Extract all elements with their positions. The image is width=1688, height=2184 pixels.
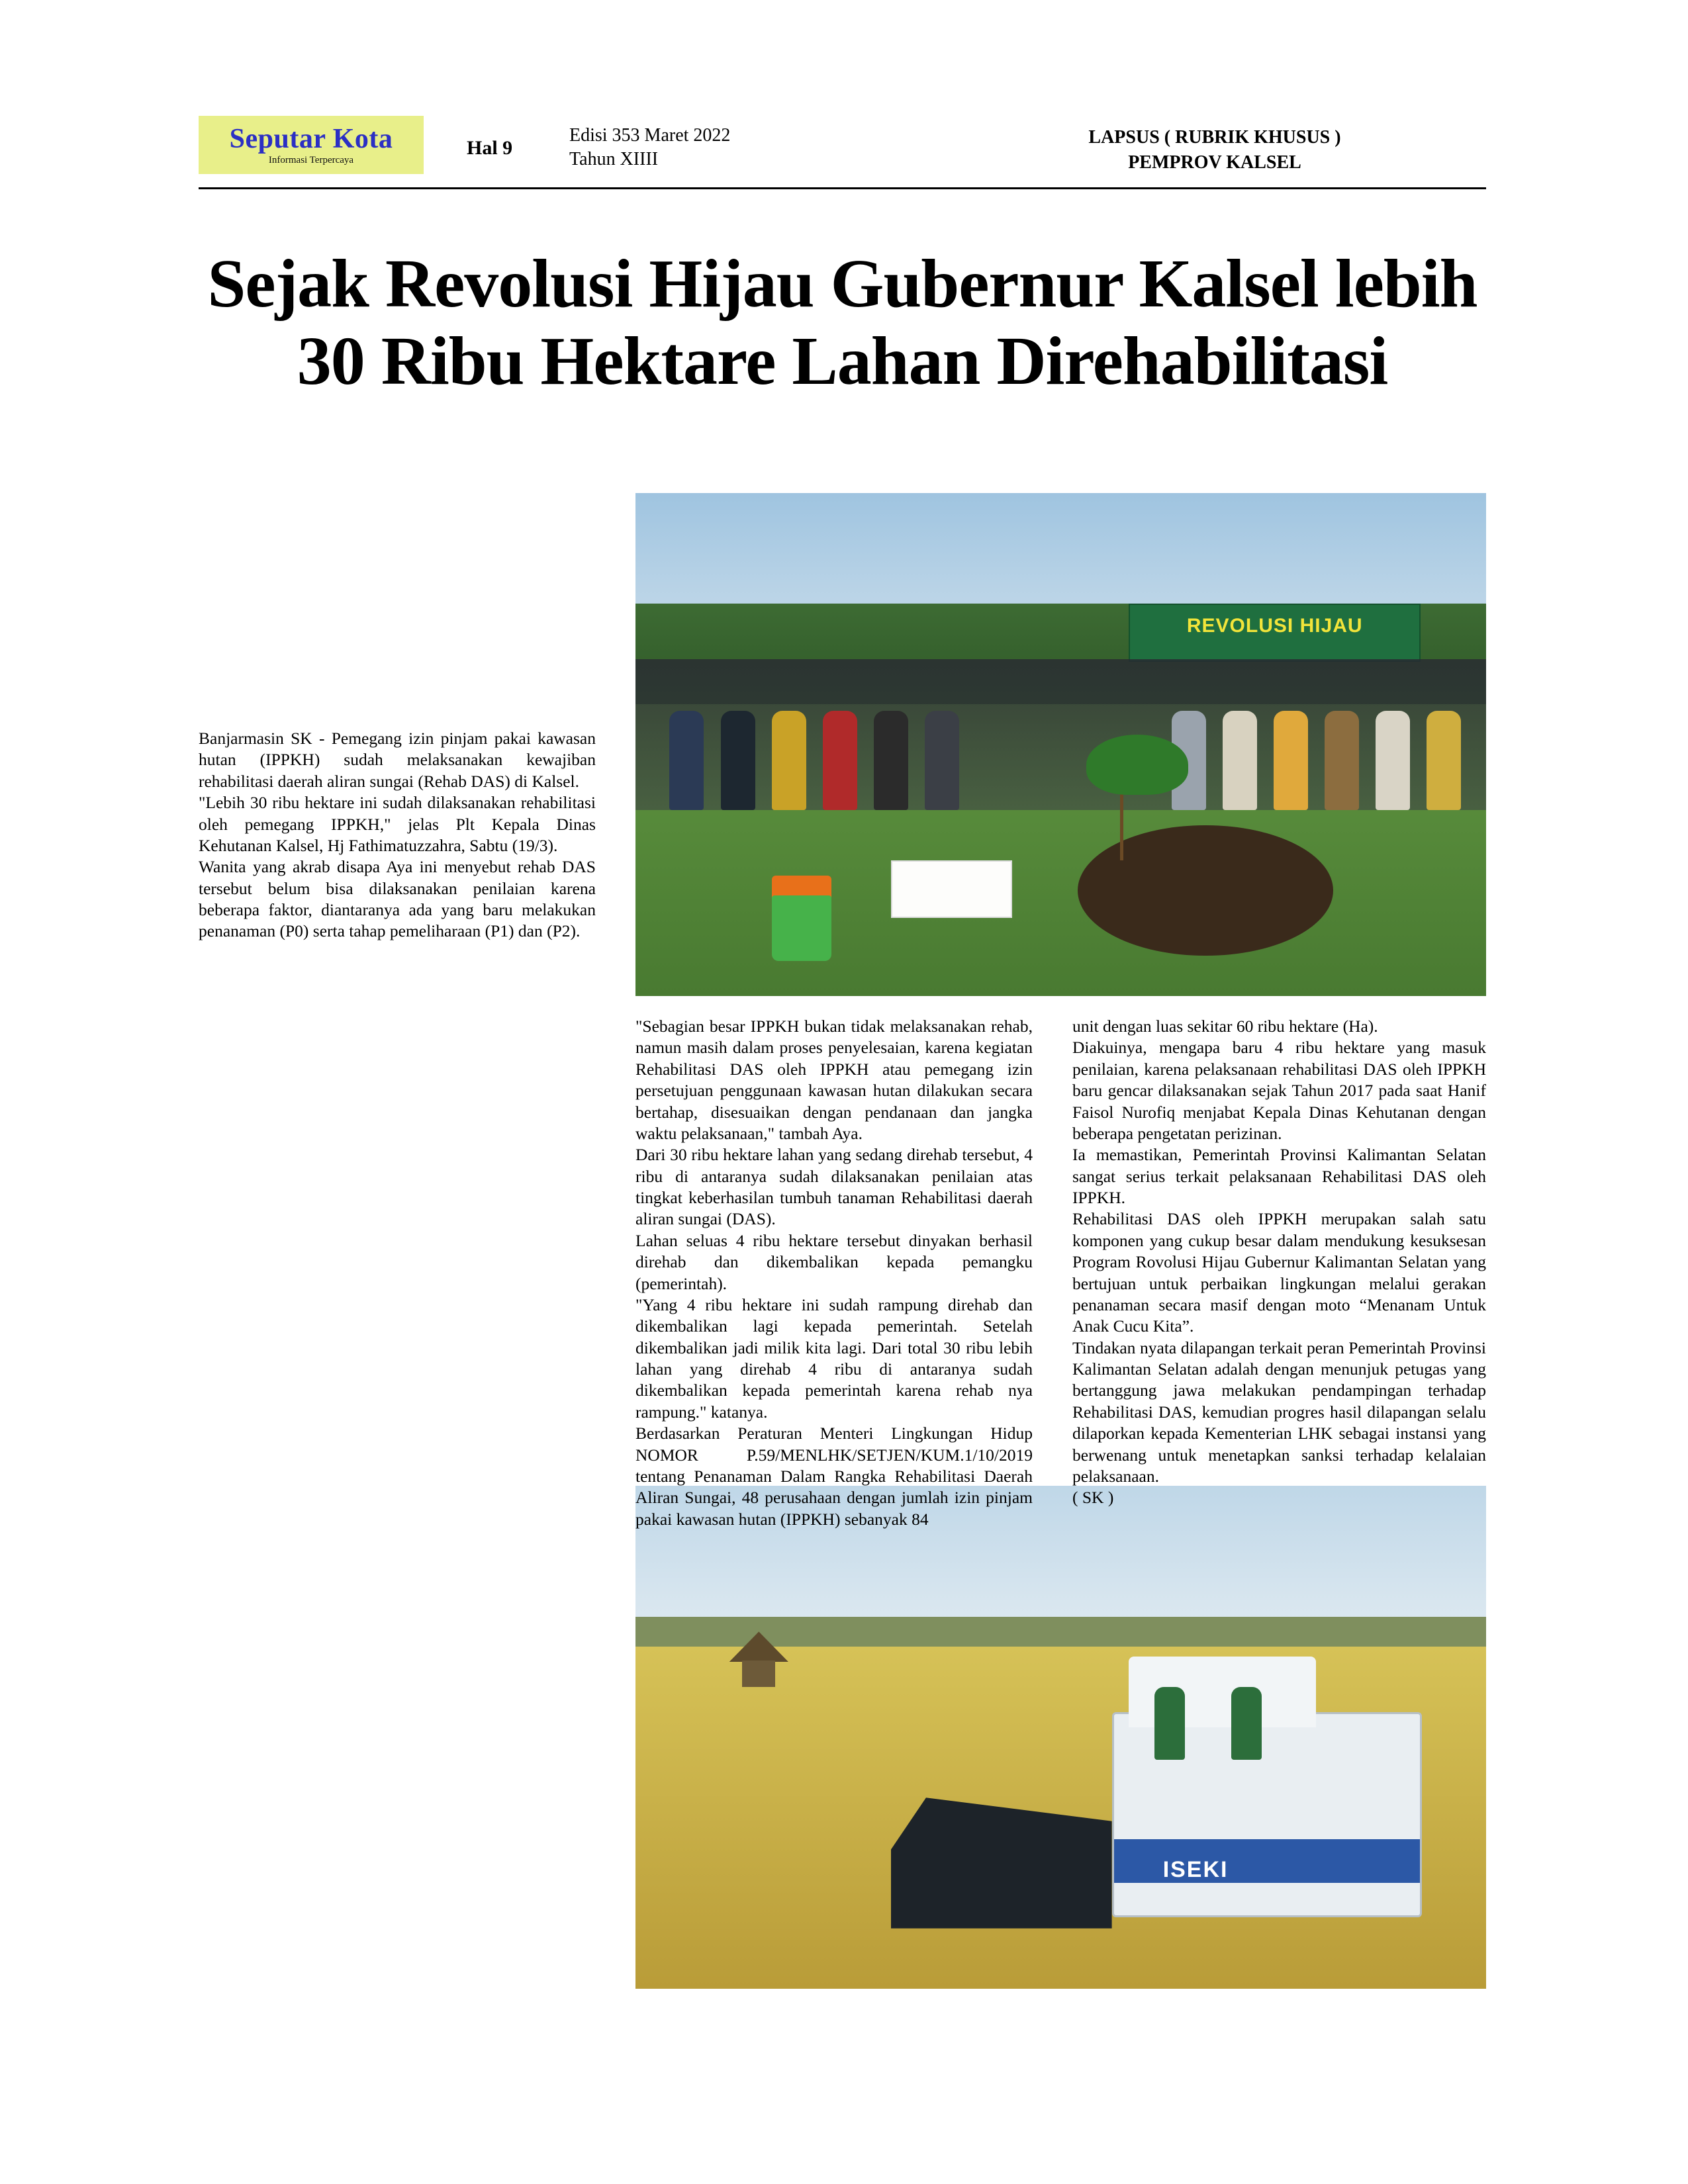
photo-planting-hole [1078, 825, 1333, 956]
harvester-brand-label: ISEKI [1162, 1857, 1229, 1883]
article-column-right [1072, 1016, 1486, 1509]
edition-info [569, 124, 730, 172]
photo-person [823, 711, 857, 810]
masthead [199, 116, 1486, 185]
harvester-stripe [1114, 1839, 1421, 1884]
harvester-operator [1154, 1687, 1185, 1760]
paragraph: Wanita yang akrab disapa Aya ini menyebut rehab DAS tersebut belum bisa dilaksanakan penilaian karena beberapa faktor, diantaranya ada yang baru melakukan penanaman (P0) serta tahap pemeliharaan (P1) dan (P2). [199, 857, 596, 941]
photo-person [1274, 711, 1308, 810]
paragraph: Diakuinya, mengapa baru 4 ribu hektare yang masuk penilaian, karena pelaksanaan rehabilitasi DAS oleh IPPKH baru gencar dilaksanakan sejak Tahun 2017 pada saat Hanif Faisol Nurofiq menjabat Kepala Dinas Kehutanan dengan beberapa pengetatan perizinan. [1072, 1038, 1486, 1143]
paragraph: Banjarmasin SK - Pemegang izin pinjam pakai kawasan hutan (IPPKH) sudah melaksanakan kewajiban rehabilitasi daerah aliran sungai (Rehab DAS) di Kalsel. [199, 729, 596, 791]
paragraph: unit dengan luas sekitar 60 ribu hektare (Ha). [1072, 1017, 1378, 1036]
publication-logo [199, 116, 424, 174]
photo-person [669, 711, 704, 810]
section-line-1: LAPSUS ( RUBRIK KHUSUS ) [1088, 127, 1341, 148]
paragraph: "Sebagian besar IPPKH bukan tidak melaksanakan rehab, namun masih dalam proses penyelesaian, karena kegiatan Rehabilitasi DAS oleh IPPKH atau pemegang izin persetujuan penggunaan kawasan hutan dilakukan secara bertahap, disesuaikan dengan pendanaan dan jangka waktu pelaksanaan," tambah Aya. [635, 1017, 1033, 1143]
photo-person [721, 711, 755, 810]
field-hut [729, 1631, 788, 1687]
tree-planting-photo [635, 493, 1486, 996]
byline-credit: ( SK ) [1072, 1488, 1114, 1508]
paragraph: Rehabilitasi DAS oleh IPPKH merupakan salah satu komponen yang cukup besar dalam mendukung kesuksesan Program Rovolusi Hijau Gubernur Kalimantan Selatan yang bertujuan untuk perbaikan lingkungan melalui gerakan penanaman secara masif dengan moto “Menanam Untuk Anak Cucu Kita”. [1072, 1209, 1486, 1336]
paragraph: Tindakan nyata dilapangan terkait peran Pemerintah Provinsi Kalimantan Selatan adalah dengan menunjuk petugas yang bertanggung jawa melakukan pendampingan terhadap Rehabilitasi DAS, kemudian progres hasil dilapangan selalu dilaporkan kepada Kementerian LHK sebagai instansi yang berwenang untuk menetapkan sanksi terhadap kelalaian pelaksanaan. [1072, 1338, 1486, 1486]
page-number-label: Hal 9 [467, 137, 513, 159]
harvester-helper [1231, 1687, 1262, 1760]
paragraph: "Yang 4 ribu hektare ini sudah rampung direhab dan dikembalikan lagi kepada pemerintah. Setelah dikembalikan jadi milik kita lagi. Dari total 30 ribu lebih lahan yang direhab 4 ribu di antaranya sudah dikembalikan kepada pemerintah karena rehab nya rampung." katanya. [635, 1295, 1033, 1422]
photo-name-sign [891, 860, 1013, 919]
photo-person [1376, 711, 1410, 810]
photo-person [925, 711, 959, 810]
rice-harvest-photo [635, 1486, 1486, 1989]
photo-bucket [772, 895, 831, 961]
banner-text: REVOLUSI HIJAU [1186, 615, 1363, 637]
section-title [947, 125, 1483, 175]
paragraph: Lahan seluas 4 ribu hektare tersebut dinyakan berhasil direhab dan dikembalikan kepada pemangku (pemerintah). [635, 1230, 1033, 1293]
revolusi-hijau-banner [1129, 604, 1421, 662]
article-column-left [199, 728, 596, 942]
paragraph: "Lebih 30 ribu hektare ini sudah dilaksanakan rehabilitasi oleh pemegang IPPKH," jelas Plt Kepala Dinas Kehutanan Kalsel, Hj Fathimatuzzahra, Sabtu (19/3). [199, 793, 596, 855]
photo-person [1325, 711, 1359, 810]
harvester-reel [891, 1797, 1112, 1929]
paragraph: Berdasarkan Peraturan Menteri Lingkungan Hidup NOMOR P.59/MENLHK/SETJEN/KUM.1/10/2019 tentang Penanaman Dalam Rangka Rehabilitasi Daerah Aliran Sungai, 48 perusahaan dengan jumlah izin pinjam pakai kawasan hutan (IPPKH) sebanyak 84 [635, 1424, 1033, 1529]
photo-person [1223, 711, 1257, 810]
edition-line-1: Edisi 353 Maret 2022 [569, 125, 731, 146]
photo-sapling-leaves [1086, 735, 1188, 795]
paragraph: Ia memastikan, Pemerintah Provinsi Kalimantan Selatan sangat serius terkait pelaksanaan Rehabilitasi DAS oleh IPPKH. [1072, 1145, 1486, 1207]
photo-person [874, 711, 908, 810]
article-headline: Sejak Revolusi Hijau Gubernur Kalsel lebih 30 Ribu Hektare Lahan Direhabilitasi [207, 245, 1477, 400]
edition-line-2: Tahun XIIII [569, 149, 659, 170]
masthead-divider [199, 187, 1486, 189]
hut-body [742, 1661, 775, 1687]
photo-person [772, 711, 806, 810]
logo-title: Seputar Kota [229, 123, 393, 154]
section-line-2: PEMPROV KALSEL [1128, 152, 1301, 173]
paragraph: Dari 30 ribu hektare lahan yang sedang direhab tersebut, 4 ribu di antaranya sudah dilaksanakan penilaian atas tingkat keberhasilan tumbuh tanaman Rehabilitasi daerah aliran sungai (DAS). [635, 1145, 1033, 1229]
logo-tagline: Informasi Terpercaya [268, 154, 354, 165]
article-column-middle [635, 1016, 1033, 1530]
hut-roof [729, 1631, 788, 1662]
photo-person [1427, 711, 1461, 810]
